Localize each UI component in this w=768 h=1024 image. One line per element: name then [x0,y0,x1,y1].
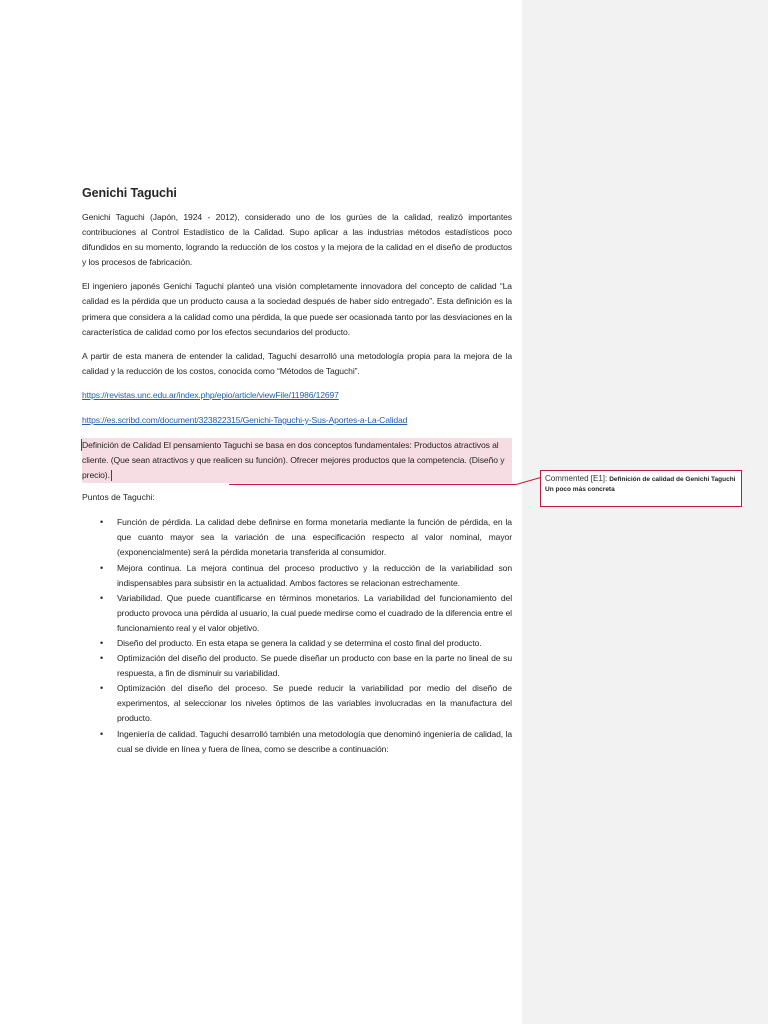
taguchi-points-list [82,515,512,757]
list-item: • Ingeniería de calidad. Taguchi desarrolló también una metodología que denominó ingeniería de calidad, la cual se divide en línea y fuera de línea, como se describe a continuación: [117,727,512,757]
list-item: • Mejora continua. La mejora continua del proceso productivo y la reducción de la variabilidad son indispensables para subsistir en la actualidad. Ambos factores se relacionan estrechamente. [117,561,512,591]
comment-connector-line [229,484,516,485]
list-item: • Diseño del producto. En esta etapa se genera la calidad y se determina el costo final del producto. [117,636,512,651]
comment-range-end-marker [111,470,112,481]
list-item: • Optimización del diseño del producto. Se puede diseñar un producto con base en la parte no lineal de su respuesta, a fin de disminuir su variabilidad. [117,651,512,681]
list-item: • Optimización del diseño del proceso. Se puede reducir la variabilidad por medio del diseño de experimentos, al seleccionar los niveles óptimos de las variables involucradas en la manufactura del producto. [117,681,512,726]
paragraph-quality-concept: El ingeniero japonés Genichi Taguchi planteó una visión completamente innovadora del concepto de calidad “La calidad es la pérdida que un producto causa a la sociedad después de haber sido entregado”. Esta definición es la primera que considera a la calidad como una pérdida, la que puede ser ocasionada tanto por las desviaciones en la característica de calidad como por los efectos secundarios del producto. [82,281,512,337]
commented-text-highlight[interactable] [82,438,512,483]
comment-text-line1: Definición de calidad de Genichi Taguchi [609,476,736,483]
comments-margin-pane [522,0,768,1024]
document-body [82,186,512,757]
comment-text-line2: Un poco más concreta [545,486,615,493]
comment-balloon[interactable] [540,470,742,507]
comment-label: Commented [E1]: [545,474,608,483]
paragraph-taguchi-methods: A partir de esta manera de entender la calidad, Taguchi desarrolló una metodología propia para la mejora de la calidad y la reducción de los costos, conocida como “Métodos de Taguchi”. [82,350,512,376]
taguchi-points-heading: Puntos de Taguchi: [82,492,155,503]
paragraph-intro: Genichi Taguchi (Japón, 1924 - 2012), considerado uno de los gurúes de la calidad, realizó importantes contribuciones al Control Estadístico de la Calidad. Supo aplicar a las industrias métodos estadísticos poco difundidos en su momento, logrando la reducción de los costos y la mejora de la calidad en el diseño de productos y los procesos de fabricación. [82,212,512,268]
document-title: Genichi Taguchi [82,186,177,200]
list-item: • Función de pérdida. La calidad debe definirse en forma monetaria mediante la función de pérdida, en la que cuanto mayor sea la variación de una especificación respecto al valor nominal, mayor (exponencialmente) será la pérdida monetaria transferida al consumidor. [117,515,512,560]
list-item: • Variabilidad. Que puede cuantificarse en términos monetarios. La variabilidad del funcionamiento del producto provoca una pérdida al usuario, la cual puede medirse como el cuadrado de la diferencia entre el funcionamiento real y el valor objetivo. [117,591,512,636]
commented-text: Definición de Calidad El pensamiento Taguchi se basa en dos conceptos fundamentales: Productos atractivos al cliente. (Que sean atractivos y que realicen su función). Ofrecer mejores productos que la competencia. (Diseño y precio). [82,439,505,481]
comment-range-start-marker [81,439,82,451]
link-scribd[interactable]: https://es.scribd.com/document/323822315/Genichi-Taguchi-y-Sus-Aportes-a-La-Calidad [82,414,408,425]
link-revistas-unc[interactable]: https://revistas.unc.edu.ar/index.php/epio/article/viewFile/11986/12697 [82,389,339,400]
